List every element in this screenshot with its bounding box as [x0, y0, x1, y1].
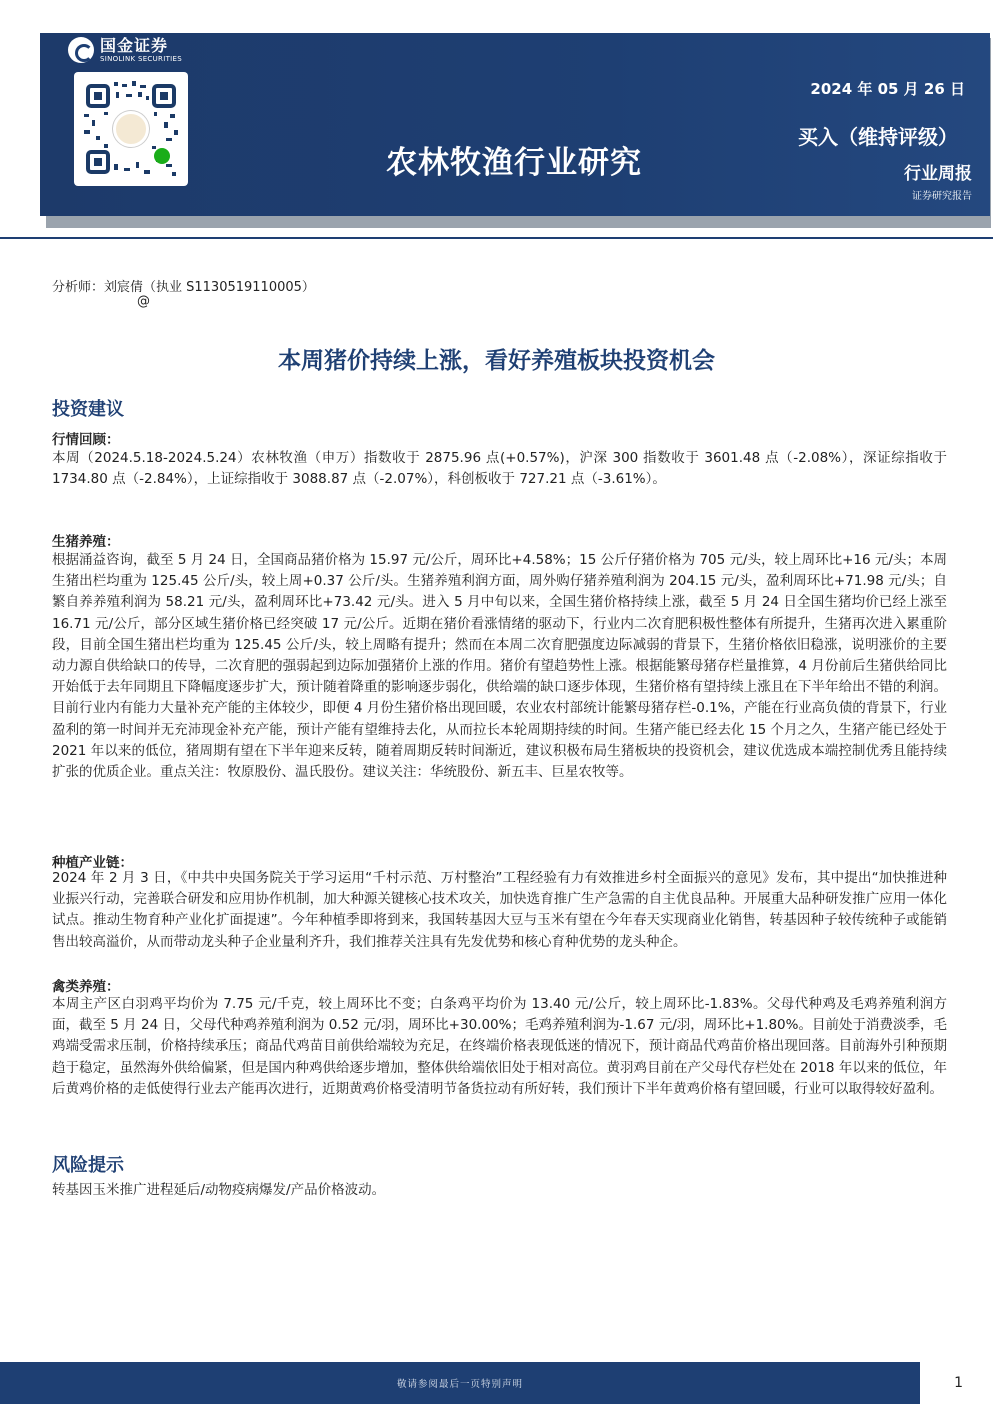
- logo-mark-icon: [68, 37, 94, 63]
- crop-text: 2024 年 2 月 3 日，《中共中央国务院关于学习运用“千村示范、万村整治”工程经验有力有效推进乡村全面振兴的意见》发布，其中提出“加快推进种业振兴行动，完善联合研发和应用协作机制，加大种源关键核心技术攻关，加快选育推广生产急需的自主优良品种。开展重大品种研发推广应用一体化试点。推动生物育种产业化扩面提速”。今年种植季即将到来，我国转基因大豆与玉米有望在今年春天实现商业化销售，转基因种子较传统种子或能销售出较高溢价，从而带动龙头种子企业量利齐升，我们推荐关注具有先发优势和核心育种优势的龙头种企。: [52, 870, 947, 950]
- hog-text: 根据涌益咨询，截至 5 月 24 日，全国商品猪价格为 15.97 元/公斤，周环比+4.58%；15 公斤仔猪价格为 705 元/头，较上周环比+16 元/头；本周生猪出栏均重为 125.45 公斤/头，较上周+0.37 公斤/头。生猪养殖利润方面，周外购仔猪养殖利润为 204.15 元/头，盈利周环比+71.98 元/头；自繁自养养殖利润为 58.21 元/头，盈利周环比+73.42 元/头。进入 5 月中旬以来，全国生猪价格持续上涨，截至 5 月 24 日全国生猪均价已经上涨至 16.71 元/公斤，部分区域生猪价格已经突破 17 元/公斤。近期在猪价看涨情绪的驱动下，行业内二次育肥积极性整体有所提升，生猪再次进入累重阶段，目前全国生猪出栏均重为 125.45 公斤/头，较上周略有提升；然而在本周二次育肥强度边际减弱的背景下，生猪价格依旧稳涨，说明涨价的主要动力源自供给缺口的传导，二次育肥的强弱起到边际加强猪价上涨的作用。猪价有望趋势性上涨。根据能繁母猪存栏量推算，4 月份前后生猪供给同比开始低于去年同期且下降幅度逐步扩大，预计随着降重的影响逐步弱化，供给端的缺口逐步体现，生猪价格有望持续上涨且在下半年给出不错的利润。目前行业内有能力大量补充产能的主体较少，即便 4 月份生猪价格出现回暖，农业农村部统计能繁母猪存栏-0.1%，产能在行业高负债的背景下，行业盈利的第一时间并无充沛现金补充产能，预计产能有望维持去化，从而拉长本轮周期持续的时间。生猪产能已经去化 15 个月之久，生猪产能已经处于 2021 年以来的低位，猪周期有望在下半年迎来反转，随着周期反转时间渐近，建议积极布局生猪板块的投资机会，建议优选成本端控制优秀且能持续扩张的优质企业。重点关注：牧原股份、温氏股份。建议关注：华统股份、新五丰、巨星农牧等。: [52, 552, 947, 781]
- section-invest-heading: 投资建议: [52, 399, 124, 420]
- page-number: 1: [954, 1375, 963, 1391]
- report-headline: 本周猪价持续上涨，看好养殖板块投资机会: [278, 348, 715, 374]
- market-review-text: 本周（2024.5.18-2024.5.24）农林牧渔（申万）指数收于 2875.96 点(+0.57%)，沪深 300 指数收于 3601.48 点（-2.08%），深证综指收于 1734.80 点（-2.84%），上证综指收于 3088.87 点（-2.07%），科创板收于 727.21 点（-3.61%）。: [52, 450, 947, 488]
- qr-center-logo-icon: [113, 111, 149, 147]
- industry-title: 农林牧渔行业研究: [386, 145, 642, 181]
- report-subtype: 证券研究报告: [912, 191, 972, 202]
- report-type: 行业周报: [904, 164, 972, 184]
- mini-program-badge-icon: [154, 148, 170, 164]
- hog-heading: 生猪养殖：: [52, 534, 120, 550]
- rating: 买入（维持评级）: [798, 125, 958, 149]
- logo-name-en: SINOLINK SECURITIES: [100, 54, 182, 63]
- poultry-text: 本周主产区白羽鸡平均价为 7.75 元/千克，较上周环比不变；白条鸡平均价为 13.40 元/公斤，较上周环比-1.83%。父母代种鸡及毛鸡养殖利润方面，截至 5 月 24 日，父母代种鸡养殖利润为 0.52 元/羽，周环比+30.00%；毛鸡养殖利润为-1.67 元/羽，周环比+1.80%。目前处于消费淡季，毛鸡端受需求压制，价格持续承压；商品代鸡苗目前供给端较为充足，在终端价格表现低迷的情况下，预计商品代鸡苗价格出现回落。目前海外引种预期趋于稳定，虽然海外供给偏紧，但是国内种鸡供给逐步增加，整体供给端依旧处于相对高位。黄羽鸡目前在产父母代存栏处在 2018 年以来的低位，年后黄鸡价格的走低使得行业去产能再次进行，近期黄鸡价格受清明节备货拉动有所好转，我们预计下半年黄鸡价格有望回暖，行业可以取得较好盈利。: [52, 996, 947, 1097]
- analyst-line: 分析师：刘宸倩（执业 S1130519110005）: [52, 280, 315, 295]
- risk-text: 转基因玉米推广进程延后/动物疫病爆发/产品价格波动。: [52, 1182, 386, 1198]
- poultry-heading: 禽类养殖：: [52, 979, 120, 995]
- report-date: 2024 年 05 月 26 日: [810, 80, 965, 98]
- header-rule: [0, 237, 993, 239]
- qr-code-icon: [74, 72, 188, 186]
- crop-heading: 种植产业链：: [52, 855, 133, 871]
- analyst-email: @: [137, 294, 150, 309]
- company-logo: [68, 37, 182, 63]
- market-review-heading: 行情回顾：: [52, 432, 120, 448]
- footer-disclaimer-note: 敬请参阅最后一页特别声明: [396, 1379, 523, 1390]
- section-risk-heading: 风险提示: [52, 1155, 124, 1176]
- logo-name-cn: 国金证券: [100, 35, 169, 55]
